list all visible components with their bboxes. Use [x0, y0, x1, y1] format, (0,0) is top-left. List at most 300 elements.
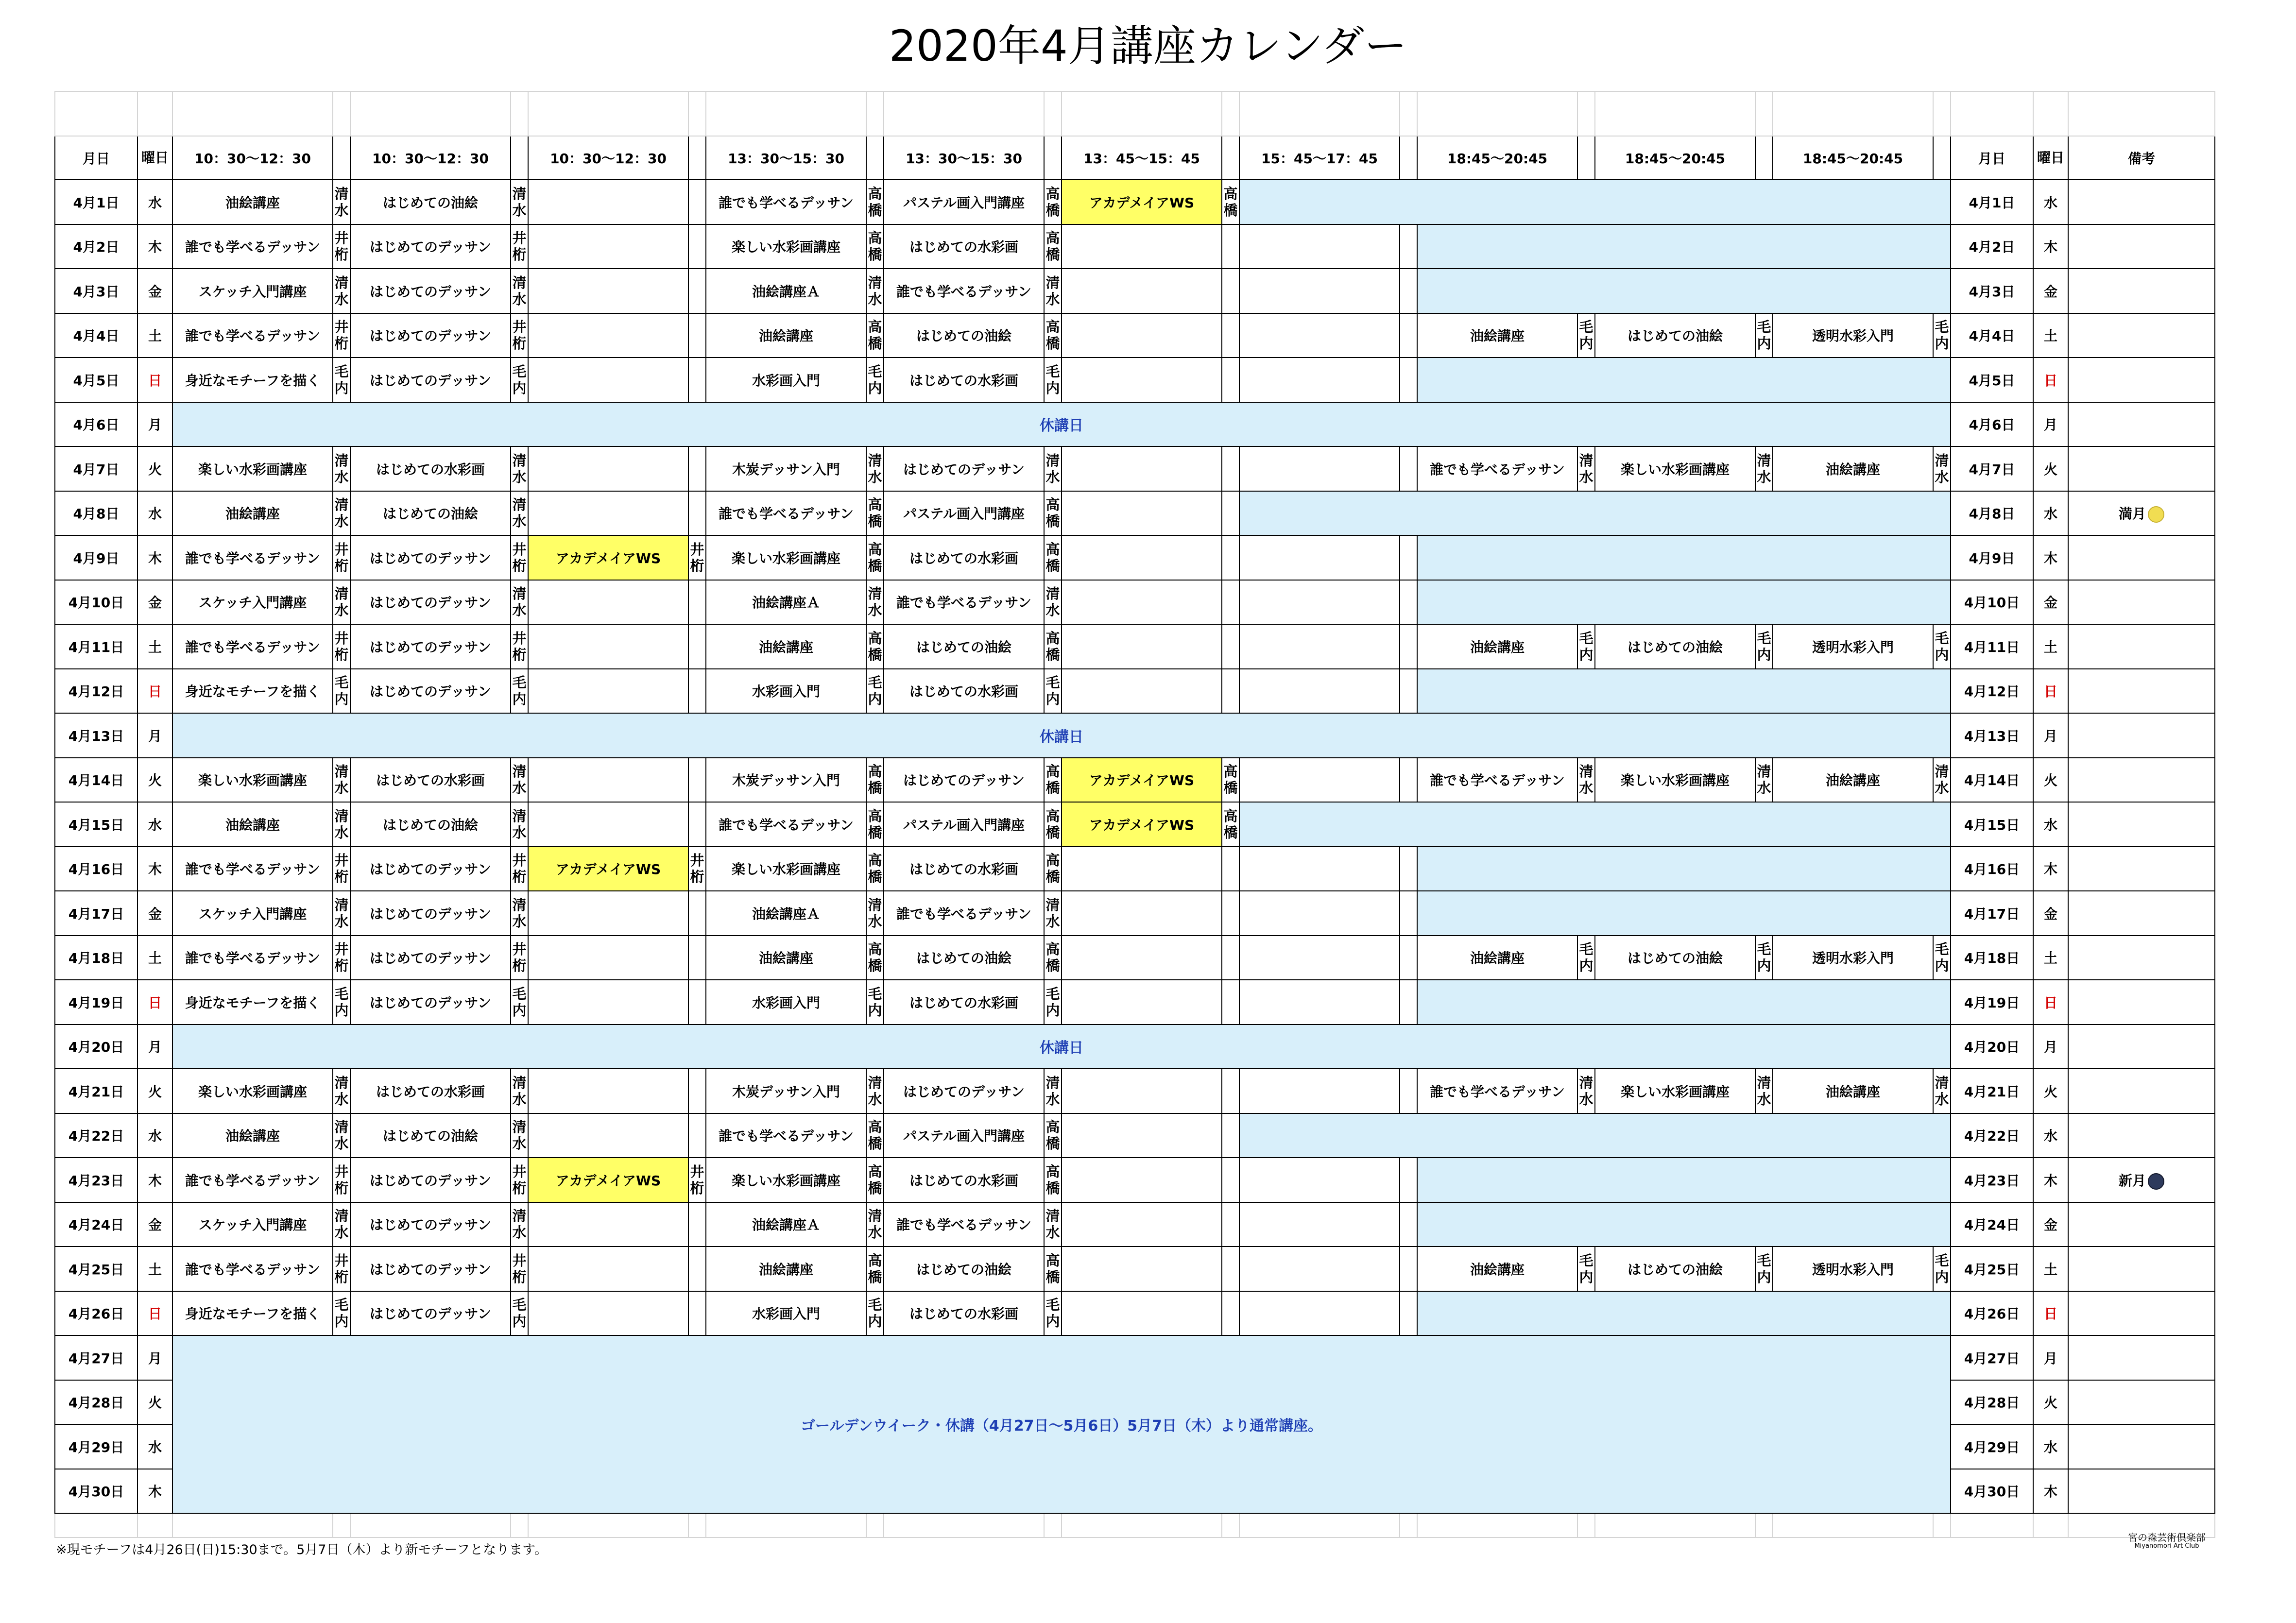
date-cell: 4月12日 [55, 669, 137, 714]
day-of-week: 日 [137, 1291, 172, 1336]
course-cell: アカデメイアWS [528, 1158, 688, 1202]
course-cell [1239, 980, 1400, 1025]
new-moon-icon [2148, 1173, 2164, 1190]
course-cell: 誰でも学べるデッサン [884, 269, 1044, 313]
teacher-cell: 清水 [1044, 891, 1062, 936]
notes-cell [2068, 802, 2215, 847]
notes-cell [2068, 1424, 2215, 1469]
course-cell: 油絵講座Ａ [706, 1202, 866, 1247]
grid-cell [528, 1513, 688, 1538]
day-row [55, 402, 2215, 447]
grid-cell [688, 1513, 706, 1538]
teacher-cell: 井桁 [333, 1247, 350, 1291]
grid-cell [333, 91, 350, 136]
teacher-cell: 毛内 [1755, 313, 1773, 358]
course-cell [1239, 535, 1400, 580]
day-row [55, 1202, 2215, 1247]
notes-cell [2068, 1380, 2215, 1425]
course-cell [1062, 669, 1222, 714]
date-cell: 4月13日 [55, 713, 137, 758]
teacher-cell [688, 313, 706, 358]
course-cell: はじめての油絵 [350, 1113, 511, 1158]
course-cell: はじめての油絵 [350, 491, 511, 536]
teacher-cell: 清水 [866, 580, 884, 625]
teacher-cell [1222, 1202, 1239, 1247]
grid-cell [528, 91, 688, 136]
day-of-week-right: 土 [2033, 1247, 2068, 1291]
teacher-cell: 毛内 [511, 980, 528, 1025]
teacher-cell: 井桁 [333, 535, 350, 580]
notes-cell [2068, 491, 2215, 536]
course-cell: 誰でも学べるデッサン [706, 180, 866, 224]
course-cell [1062, 1069, 1222, 1113]
notes-cell [2068, 1025, 2215, 1069]
course-cell [1062, 1158, 1222, 1202]
course-cell: アカデメイアWS [1062, 758, 1222, 803]
course-cell [1062, 1113, 1222, 1158]
day-of-week: 金 [137, 269, 172, 313]
day-of-week: 土 [137, 624, 172, 669]
grid-cell [137, 1513, 172, 1538]
course-cell: 油絵講座 [706, 1247, 866, 1291]
day-of-week-right: 金 [2033, 891, 2068, 936]
course-cell [528, 180, 688, 224]
date-cell: 4月7日 [55, 446, 137, 491]
course-cell: はじめての水彩画 [884, 1291, 1044, 1336]
teacher-cell: 清水 [1044, 446, 1062, 491]
course-cell: はじめての水彩画 [350, 758, 511, 803]
course-cell: 身近なモチーフを描く [172, 358, 333, 402]
teacher-cell [688, 891, 706, 936]
header-slot-time: 18:45〜20:45 [1773, 136, 1933, 180]
header-slot-time: 10：30〜12：30 [350, 136, 511, 180]
course-cell [528, 224, 688, 269]
date-cell: 4月18日 [55, 936, 137, 980]
day-row [55, 358, 2215, 402]
date-cell-right: 4月9日 [1951, 535, 2033, 580]
course-cell [528, 358, 688, 402]
teacher-cell: 清水 [511, 758, 528, 803]
day-of-week-right: 火 [2033, 446, 2068, 491]
grid-cell [1933, 91, 1951, 136]
day-of-week: 月 [137, 713, 172, 758]
header-slot-teacher [688, 136, 706, 180]
teacher-cell: 毛内 [333, 980, 350, 1025]
notes-cell [2068, 535, 2215, 580]
date-cell-right: 4月15日 [1951, 802, 2033, 847]
teacher-cell: 毛内 [1577, 1247, 1595, 1291]
teacher-cell: 高橋 [1222, 758, 1239, 803]
teacher-cell: 清水 [866, 1202, 884, 1247]
day-of-week-right: 火 [2033, 1069, 2068, 1113]
day-row [55, 269, 2215, 313]
course-cell: 誰でも学べるデッサン [172, 224, 333, 269]
course-cell: はじめてのデッサン [350, 980, 511, 1025]
teacher-cell: 高橋 [1044, 1158, 1062, 1202]
date-cell-right: 4月17日 [1951, 891, 2033, 936]
notes-cell [2068, 669, 2215, 714]
teacher-cell: 毛内 [1755, 1247, 1773, 1291]
grid-cell [137, 91, 172, 136]
date-cell-right: 4月30日 [1951, 1469, 2033, 1514]
teacher-cell [1222, 1291, 1239, 1336]
date-cell-right: 4月13日 [1951, 713, 2033, 758]
course-cell: はじめての水彩画 [884, 1158, 1044, 1202]
evening-closed-band [1417, 980, 1951, 1025]
course-cell: はじめてのデッサン [884, 1069, 1044, 1113]
teacher-cell: 井桁 [688, 847, 706, 891]
course-cell [1239, 1247, 1400, 1291]
course-cell: 楽しい水彩画講座 [172, 1069, 333, 1113]
teacher-cell [688, 446, 706, 491]
notes-cell [2068, 180, 2215, 224]
course-cell [1239, 1069, 1400, 1113]
teacher-cell [688, 669, 706, 714]
teacher-cell [1222, 669, 1239, 714]
teacher-cell: 毛内 [866, 358, 884, 402]
teacher-cell: 清水 [1755, 758, 1773, 803]
course-cell [528, 891, 688, 936]
teacher-cell: 清水 [511, 891, 528, 936]
teacher-cell: 井桁 [333, 624, 350, 669]
teacher-cell [688, 936, 706, 980]
course-cell [528, 1069, 688, 1113]
day-of-week-right: 日 [2033, 980, 2068, 1025]
grid-cell [706, 91, 866, 136]
evening-closed-band [1417, 1202, 1951, 1247]
course-cell: はじめてのデッサン [350, 669, 511, 714]
course-cell: はじめてのデッサン [350, 1247, 511, 1291]
course-cell: 誰でも学べるデッサン [884, 1202, 1044, 1247]
day-of-week-right: 日 [2033, 358, 2068, 402]
course-cell: 水彩画入門 [706, 358, 866, 402]
teacher-cell: 毛内 [1755, 624, 1773, 669]
teacher-cell: 清水 [866, 1069, 884, 1113]
day-of-week-right: 水 [2033, 1424, 2068, 1469]
closed-day-band: 休講日 [172, 402, 1951, 447]
teacher-cell: 清水 [866, 446, 884, 491]
course-cell [528, 624, 688, 669]
teacher-cell: 清水 [511, 1113, 528, 1158]
course-cell: 誰でも学べるデッサン [1417, 1069, 1577, 1113]
notes-cell [2068, 358, 2215, 402]
teacher-cell [1400, 936, 1417, 980]
teacher-cell [1400, 847, 1417, 891]
day-of-week: 火 [137, 446, 172, 491]
header-slot-time: 18:45〜20:45 [1417, 136, 1577, 180]
teacher-cell [1400, 1158, 1417, 1202]
teacher-cell: 高橋 [1044, 847, 1062, 891]
date-cell: 4月9日 [55, 535, 137, 580]
grid-cell [350, 1513, 511, 1538]
day-row [55, 1158, 2215, 1202]
course-cell: はじめてのデッサン [350, 624, 511, 669]
day-row [55, 1335, 2215, 1380]
course-cell: 油絵講座 [172, 1113, 333, 1158]
grid-cell [2068, 91, 2215, 136]
teacher-cell: 高橋 [866, 1158, 884, 1202]
teacher-cell: 清水 [1577, 446, 1595, 491]
date-cell: 4月26日 [55, 1291, 137, 1336]
club-signature [2094, 1532, 2240, 1550]
date-cell-right: 4月24日 [1951, 1202, 2033, 1247]
course-cell: 油絵講座 [1417, 936, 1577, 980]
course-cell: アカデメイアWS [1062, 180, 1222, 224]
teacher-cell: 毛内 [1933, 936, 1951, 980]
day-of-week-right: 月 [2033, 1025, 2068, 1069]
evening-closed-band [1239, 180, 1951, 224]
grid-cell [55, 91, 137, 136]
evening-closed-band [1417, 580, 1951, 625]
teacher-cell: 井桁 [333, 936, 350, 980]
day-of-week: 木 [137, 847, 172, 891]
course-cell: パステル画入門講座 [884, 491, 1044, 536]
teacher-cell: 清水 [1044, 269, 1062, 313]
teacher-cell: 清水 [511, 580, 528, 625]
date-cell: 4月1日 [55, 180, 137, 224]
course-cell: 身近なモチーフを描く [172, 669, 333, 714]
grid-cell [333, 1513, 350, 1538]
date-cell-right: 4月14日 [1951, 758, 2033, 803]
course-cell: はじめてのデッサン [350, 269, 511, 313]
course-cell: はじめてのデッサン [350, 1158, 511, 1202]
course-cell: 身近なモチーフを描く [172, 1291, 333, 1336]
course-cell: 油絵講座 [706, 313, 866, 358]
teacher-cell [1400, 758, 1417, 803]
header-slot-teacher [866, 136, 884, 180]
teacher-cell: 井桁 [333, 847, 350, 891]
course-cell: はじめての水彩画 [884, 847, 1044, 891]
course-cell: 透明水彩入門 [1773, 624, 1933, 669]
date-cell: 4月6日 [55, 402, 137, 447]
teacher-cell: 毛内 [1933, 1247, 1951, 1291]
header-slot-teacher [1400, 136, 1417, 180]
teacher-cell: 高橋 [1044, 624, 1062, 669]
date-cell-right: 4月11日 [1951, 624, 2033, 669]
course-cell [1062, 358, 1222, 402]
teacher-cell: 井桁 [511, 1158, 528, 1202]
date-cell: 4月29日 [55, 1424, 137, 1469]
date-cell-right: 4月7日 [1951, 446, 2033, 491]
evening-closed-band [1239, 1113, 1951, 1158]
day-row [55, 446, 2215, 491]
header-slot-time: 10：30〜12：30 [172, 136, 333, 180]
teacher-cell: 清水 [333, 1202, 350, 1247]
course-cell [1062, 624, 1222, 669]
day-of-week: 土 [137, 1247, 172, 1291]
grid-cell [511, 91, 528, 136]
day-of-week: 火 [137, 1380, 172, 1425]
course-cell: はじめての油絵 [350, 802, 511, 847]
day-row [55, 713, 2215, 758]
course-cell [1239, 313, 1400, 358]
date-cell: 4月20日 [55, 1025, 137, 1069]
teacher-cell [688, 224, 706, 269]
grid-cell [1239, 91, 1400, 136]
teacher-cell: 高橋 [1044, 535, 1062, 580]
evening-closed-band [1417, 358, 1951, 402]
teacher-cell: 井桁 [333, 313, 350, 358]
teacher-cell [1222, 446, 1239, 491]
course-cell: アカデメイアWS [528, 847, 688, 891]
day-of-week: 月 [137, 1335, 172, 1380]
course-cell: パステル画入門講座 [884, 180, 1044, 224]
header-slot-time: 18:45〜20:45 [1595, 136, 1755, 180]
grid-cell [1400, 91, 1417, 136]
date-cell: 4月5日 [55, 358, 137, 402]
moon-note-label: 新月 [2118, 1172, 2146, 1189]
day-row [55, 1113, 2215, 1158]
day-of-week-right: 木 [2033, 535, 2068, 580]
teacher-cell: 高橋 [866, 224, 884, 269]
grid-cell [1755, 1513, 1773, 1538]
teacher-cell: 毛内 [866, 980, 884, 1025]
teacher-cell: 清水 [333, 269, 350, 313]
teacher-cell [1400, 269, 1417, 313]
teacher-cell: 清水 [333, 580, 350, 625]
teacher-cell: 毛内 [1577, 313, 1595, 358]
grid-cell [884, 1513, 1044, 1538]
notes-cell [2068, 980, 2215, 1025]
course-cell: 誰でも学べるデッサン [1417, 758, 1577, 803]
date-cell-right: 4月5日 [1951, 358, 2033, 402]
course-cell [1239, 269, 1400, 313]
club-name: 宮の森芸術倶楽部 [2128, 1532, 2206, 1543]
day-of-week-right: 火 [2033, 758, 2068, 803]
closed-day-band: 休講日 [172, 713, 1951, 758]
course-cell: はじめての油絵 [350, 180, 511, 224]
date-cell-right: 4月16日 [1951, 847, 2033, 891]
course-cell: はじめてのデッサン [350, 891, 511, 936]
teacher-cell [1400, 224, 1417, 269]
course-cell: はじめての水彩画 [884, 224, 1044, 269]
course-cell: 油絵講座Ａ [706, 580, 866, 625]
teacher-cell [1222, 624, 1239, 669]
teacher-cell: 高橋 [866, 491, 884, 536]
notes-cell [2068, 936, 2215, 980]
teacher-cell [688, 980, 706, 1025]
grid-cell [1417, 1513, 1577, 1538]
date-cell: 4月4日 [55, 313, 137, 358]
date-cell: 4月24日 [55, 1202, 137, 1247]
course-cell: はじめての油絵 [884, 624, 1044, 669]
day-row [55, 1069, 2215, 1113]
teacher-cell: 高橋 [866, 1113, 884, 1158]
teacher-cell [1222, 224, 1239, 269]
teacher-cell [1222, 1158, 1239, 1202]
day-of-week: 木 [137, 535, 172, 580]
course-cell [1239, 446, 1400, 491]
course-cell: はじめてのデッサン [350, 936, 511, 980]
grid-cell [1595, 91, 1755, 136]
date-cell: 4月25日 [55, 1247, 137, 1291]
teacher-cell: 高橋 [866, 313, 884, 358]
course-cell [1062, 446, 1222, 491]
teacher-cell: 清水 [333, 1069, 350, 1113]
course-cell: 楽しい水彩画講座 [706, 1158, 866, 1202]
course-cell: 油絵講座 [1773, 446, 1933, 491]
date-cell-right: 4月8日 [1951, 491, 2033, 536]
teacher-cell: 毛内 [1044, 358, 1062, 402]
course-cell: 楽しい水彩画講座 [172, 758, 333, 803]
header-slot-teacher [1577, 136, 1595, 180]
course-cell [528, 936, 688, 980]
course-cell: 楽しい水彩画講座 [706, 847, 866, 891]
teacher-cell [688, 1291, 706, 1336]
header-slot-time: 13：45〜15：45 [1062, 136, 1222, 180]
date-cell-right: 4月26日 [1951, 1291, 2033, 1336]
course-cell [1239, 1202, 1400, 1247]
teacher-cell: 高橋 [866, 1247, 884, 1291]
blank-grid-row-bottom [55, 1513, 2215, 1538]
course-cell [1239, 758, 1400, 803]
course-cell: パステル画入門講座 [884, 1113, 1044, 1158]
notes-cell [2068, 580, 2215, 625]
grid-cell [706, 1513, 866, 1538]
teacher-cell: 高橋 [1044, 224, 1062, 269]
day-of-week: 日 [137, 980, 172, 1025]
teacher-cell: 清水 [333, 802, 350, 847]
course-cell: 油絵講座 [1417, 1247, 1577, 1291]
teacher-cell: 清水 [1755, 446, 1773, 491]
teacher-cell: 井桁 [511, 224, 528, 269]
moon-note-label: 満月 [2118, 506, 2146, 522]
teacher-cell: 井桁 [333, 224, 350, 269]
teacher-cell: 高橋 [1222, 180, 1239, 224]
teacher-cell: 井桁 [688, 1158, 706, 1202]
day-of-week: 木 [137, 224, 172, 269]
header-slot-teacher [1044, 136, 1062, 180]
course-cell [1239, 936, 1400, 980]
notes-cell [2068, 1291, 2215, 1336]
day-of-week: 水 [137, 491, 172, 536]
day-of-week-right: 金 [2033, 1202, 2068, 1247]
grid-cell [1933, 1513, 1951, 1538]
course-cell: スケッチ入門講座 [172, 269, 333, 313]
course-cell: はじめてのデッサン [350, 358, 511, 402]
teacher-cell [688, 1247, 706, 1291]
grid-cell [2033, 1513, 2068, 1538]
course-cell [1239, 1158, 1400, 1202]
header-notes: 備考 [2068, 136, 2215, 180]
day-of-week: 日 [137, 669, 172, 714]
course-cell [1239, 1291, 1400, 1336]
teacher-cell [1400, 358, 1417, 402]
course-cell [528, 802, 688, 847]
course-cell [528, 491, 688, 536]
course-cell [1062, 224, 1222, 269]
course-cell [528, 580, 688, 625]
date-cell: 4月23日 [55, 1158, 137, 1202]
course-cell: 誰でも学べるデッサン [172, 1158, 333, 1202]
course-cell: 楽しい水彩画講座 [1595, 1069, 1755, 1113]
teacher-cell [688, 1069, 706, 1113]
teacher-cell: 清水 [511, 446, 528, 491]
course-cell: 誰でも学べるデッサン [706, 802, 866, 847]
header-slot-teacher [511, 136, 528, 180]
day-of-week: 月 [137, 1025, 172, 1069]
course-cell [528, 269, 688, 313]
teacher-cell: 清水 [1933, 446, 1951, 491]
teacher-cell: 高橋 [1044, 1247, 1062, 1291]
day-row [55, 669, 2215, 714]
date-cell-right: 4月28日 [1951, 1380, 2033, 1425]
day-row [55, 313, 2215, 358]
course-cell [528, 1291, 688, 1336]
notes-cell [2068, 1202, 2215, 1247]
header-date: 月日 [55, 136, 137, 180]
notes-cell [2068, 446, 2215, 491]
